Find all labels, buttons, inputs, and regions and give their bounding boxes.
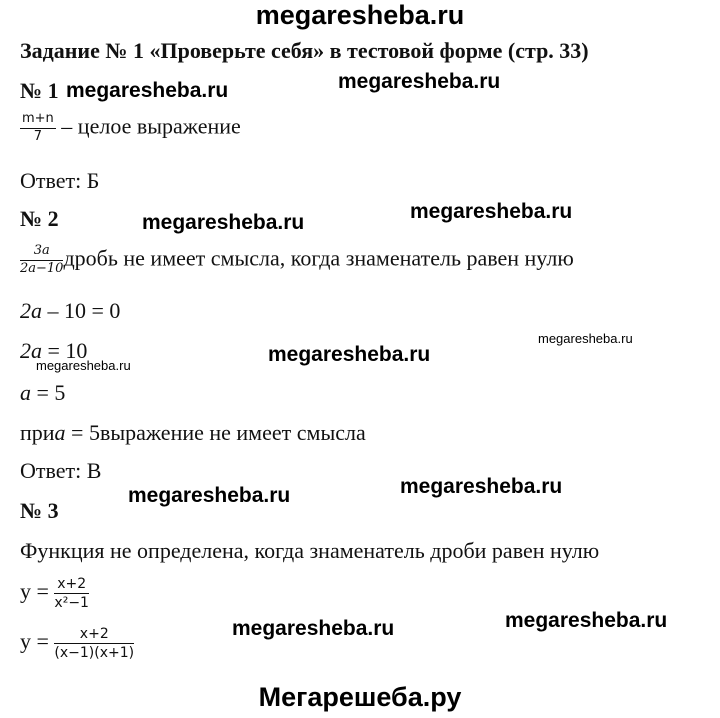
math-rest: = 10 [42, 338, 88, 363]
text-part: при [20, 420, 55, 445]
function-lhs: y = [20, 578, 55, 604]
task-2-equation-3 [20, 380, 65, 406]
math-rest: – 10 = 0 [42, 298, 121, 323]
watermark: megaresheba.ru [128, 484, 291, 507]
watermark: megaresheba.ru [400, 475, 563, 498]
page-title: Задание № 1 «Проверьте себя» в тестовой форме (стр. 33) [20, 38, 589, 63]
watermark: megaresheba.ru [232, 617, 395, 640]
task-1-expression [20, 112, 241, 145]
header-watermark: megaresheba.ru [255, 0, 465, 30]
task-3-label: № 3 [20, 498, 59, 523]
task-3-fraction-1 [54, 576, 89, 611]
task-3-function-2 [20, 626, 134, 661]
task-2-text: дробь не имеет смысла, когда знаменатель равен нулю [63, 245, 574, 271]
fraction-denominator: 2a−10 [20, 260, 64, 276]
task-1-fraction [20, 112, 56, 145]
watermark: megaresheba.ru [410, 200, 573, 223]
fraction-numerator: m+n [20, 112, 56, 129]
watermark: megaresheba.ru [142, 211, 305, 234]
math-variable: 2a [20, 338, 42, 363]
task-3-fraction-2 [54, 626, 134, 661]
task-1-text: – целое выражение [55, 113, 241, 139]
math-rest: = 5 [31, 380, 66, 405]
task-2-equation-1 [20, 298, 120, 324]
fraction-numerator: 3a [20, 244, 63, 261]
fraction-numerator: x+2 [54, 576, 89, 594]
math-variable: 2a [20, 298, 42, 323]
footer-brand: Мегарешеба.ру [258, 682, 462, 712]
watermark: megaresheba.ru [66, 79, 229, 102]
task-2-expression [20, 244, 574, 277]
task-3-text: Функция не определена, когда знаменатель дроби равен нулю [20, 538, 600, 563]
task-1-label: № 1 [20, 78, 59, 103]
fraction-denominator: x²−1 [54, 595, 89, 612]
function-lhs: y = [20, 628, 55, 654]
task-2-fraction [20, 244, 63, 277]
fraction-denominator: 7 [33, 128, 43, 144]
watermark: megaresheba.ru [268, 343, 431, 366]
fraction-numerator: x+2 [54, 626, 134, 644]
fraction-denominator: (x−1)(x+1) [54, 645, 135, 662]
watermark: megaresheba.ru [36, 358, 131, 373]
watermark: megaresheba.ru [505, 609, 668, 632]
math-variable: a [54, 420, 66, 445]
watermark: megaresheba.ru [538, 331, 633, 346]
task-2-answer: Ответ: В [20, 458, 102, 483]
task-1-answer: Ответ: Б [20, 168, 100, 193]
task-2-conclusion [20, 420, 366, 446]
watermark: megaresheba.ru [338, 70, 501, 93]
task-2-label: № 2 [20, 206, 59, 231]
math-variable: a [20, 380, 31, 405]
task-3-function-1 [20, 576, 89, 611]
text-part: = 5выражение не имеет смысла [65, 420, 366, 445]
